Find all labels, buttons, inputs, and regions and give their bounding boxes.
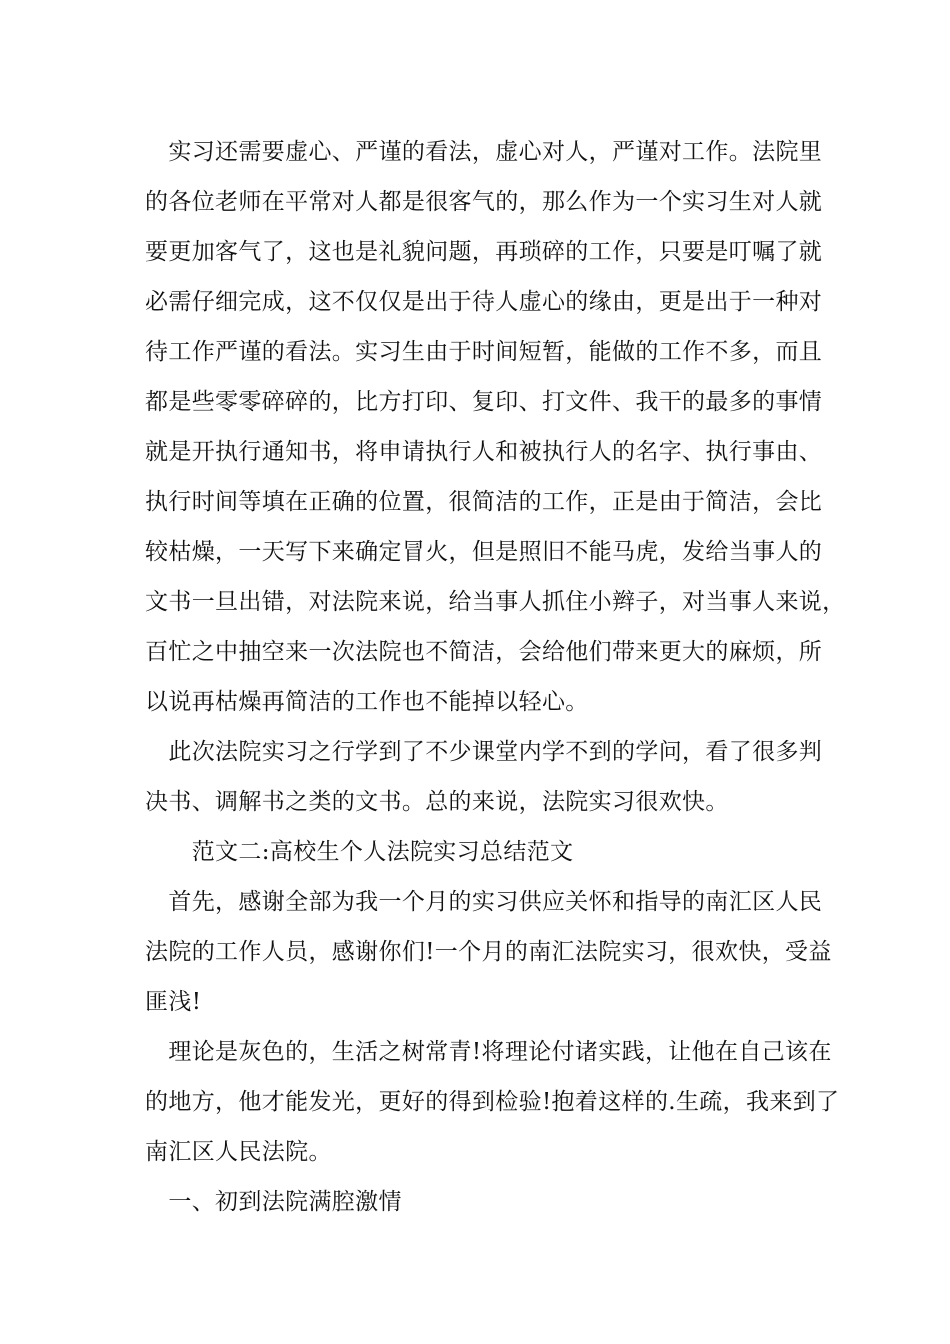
text-line: 较枯燥，一天写下来确定冒火，但是照旧不能马虎，发给当事人的 — [145, 539, 823, 565]
subsection-heading: 一、初到法院满腔激情 — [145, 1189, 402, 1215]
text-line: 实习还需要虚心、严谨的看法，虚心对人，严谨对工作。法院里 — [145, 139, 823, 165]
text-line: 理论是灰色的，生活之树常青!将理论付诸实践，让他在自己该在 — [145, 1039, 832, 1065]
text-line: 南汇区人民法院。 — [145, 1139, 332, 1165]
text-line: 决书、调解书之类的文书。总的来说，法院实习很欢快。 — [145, 789, 729, 815]
text-line: 执行时间等填在正确的位置，很简洁的工作，正是由于简洁，会比 — [145, 489, 823, 515]
text-line: 就是开执行通知书，将申请执行人和被执行人的名字、执行事由、 — [145, 439, 823, 465]
text-line: 要更加客气了，这也是礼貌问题，再琐碎的工作，只要是叮嘱了就 — [145, 239, 823, 265]
text-line: 待工作严谨的看法。实习生由于时间短暂，能做的工作不多，而且 — [145, 339, 823, 365]
text-line: 的地方，他才能发光，更好的得到检验!抱着这样的.生疏，我来到了 — [145, 1089, 840, 1115]
text-line: 必需仔细完成，这不仅仅是出于待人虚心的缘由，更是出于一种对 — [145, 289, 823, 315]
text-line: 都是些零零碎碎的，比方打印、复印、打文件、我干的最多的事情 — [145, 389, 823, 415]
text-line: 文书一旦出错，对法院来说，给当事人抓住小辫子，对当事人来说， — [145, 589, 846, 615]
text-line: 首先，感谢全部为我一个月的实习供应关怀和指导的南汇区人民 — [145, 889, 823, 915]
text-line: 的各位老师在平常对人都是很客气的，那么作为一个实习生对人就 — [145, 189, 823, 215]
text-line: 法院的工作人员，感谢你们!一个月的南汇法院实习，很欢快，受益 — [145, 939, 832, 965]
text-line: 以说再枯燥再简洁的工作也不能掉以轻心。 — [145, 689, 589, 715]
text-line: 此次法院实习之行学到了不少课堂内学不到的学问，看了很多判 — [145, 739, 823, 765]
text-line: 百忙之中抽空来一次法院也不简洁，会给他们带来更大的麻烦，所 — [145, 639, 823, 665]
text-line: 匪浅! — [145, 989, 202, 1015]
section-heading: 范文二:高校生个人法院实习总结范文 — [145, 839, 574, 865]
